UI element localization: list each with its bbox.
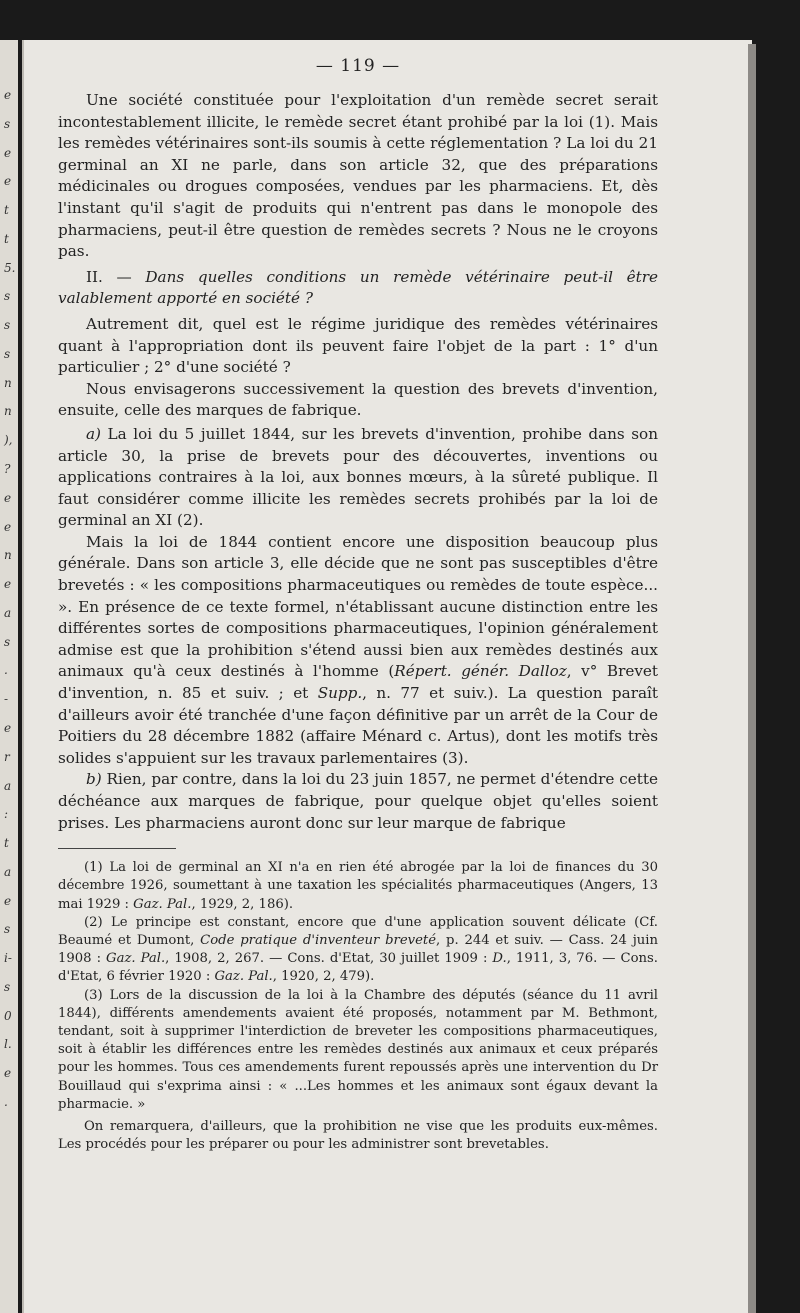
margin-letter: a — [4, 778, 12, 793]
footnote-2: (2) Le principe est constant, encore que d'une application souvent délicate (Cf. Beaumé et Dumont, Code pratique d'inventeur breveté, p. 244 et suiv. — Cass. 24 juin 1908 : Gaz. Pal., 1908, 2, 267. — Cons. d'Etat, 30 juillet 1909 : D., 1911, 3, 76. — Cons. d'Etat, 6 février 1920 : Gaz. Pal., 1920, 2, 479). — [58, 914, 658, 985]
margin-letter: n — [4, 404, 12, 419]
main-text — [58, 90, 658, 834]
margin-letter: e — [4, 720, 12, 735]
margin-letter: t — [4, 231, 9, 246]
margin-letter: e — [4, 174, 12, 189]
margin-letter: s — [4, 318, 11, 333]
margin-letter: e — [4, 1066, 12, 1081]
paragraph-4: Nous envisagerons successivement la question des brevets d'invention, ensuite, celle des marques de fabrique. — [58, 379, 658, 420]
margin-letter: i- — [4, 951, 12, 966]
margin-letter: e — [4, 577, 12, 592]
margin-letter: 0 — [4, 1008, 12, 1023]
margin-letter: s — [4, 346, 11, 361]
margin-letter: : — [4, 807, 9, 822]
margin-letter: e — [4, 519, 12, 534]
margin-letter: s — [4, 979, 11, 994]
margin-letter: ), — [4, 433, 13, 448]
margin-letter: s — [4, 634, 11, 649]
paragraph-1: Une société constituée pour l'exploitation d'un remède secret serait incontestablement illicite, le remède secret étant prohibé par la loi (1). Mais les remèdes vétérinaires sont-ils soumis à cette réglementation ? La loi du 21 germinal an XI ne parle, dans son article 32, que des préparations médicinales ou drogues composées, vendues par les pharmaciens. Et, dès l'instant qu'il s'agit de produits qui n'entrent pas dans le monopole des pharmaciens, peut-il être question de remèdes secrets ? Nous ne le croyons pas. — [58, 91, 658, 261]
margin-letter: a — [4, 605, 12, 620]
margin-letter: . — [4, 1095, 8, 1109]
margin-letter: l. — [4, 1037, 12, 1052]
margin-letter: e — [4, 893, 12, 908]
margin-letter: e — [4, 490, 12, 505]
margin-letter: - — [4, 692, 9, 707]
footnotes — [58, 859, 658, 1154]
margin-letter: a — [4, 864, 12, 879]
paragraph-a: a) La loi du 5 juillet 1844, sur les brevets d'invention, prohibe dans son article 30, la prise de brevets pour des découvertes, inventions ou applications contraires à la loi, aux bonnes mœurs, à la sûreté publique. Il faut considérer comme illicite les remèdes secrets prohibés par la loi de germinal an XI (2). — [58, 424, 658, 530]
margin-letter: s — [4, 922, 11, 937]
paragraph-b: b) Rien, par contre, dans la loi du 23 juin 1857, ne permet d'étendre cette déchéance aux marques de fabrique, pour quelque objet qu'elles soient prises. Les pharmaciens auront donc sur leur marque de fabrique — [58, 770, 658, 832]
paragraph-6: Mais la loi de 1844 contient encore une disposition beaucoup plus générale. Dans son article 3, elle décide que ne sont pas susceptibles d'être brevetés : « les compositions pharmaceutiques ou remèdes de toute espèce... ». En présence de ce texte formel, n'établissant aucune distinction entre les différentes sortes de compositions pharmaceutiques, l'opinion généralement admise est que la prohibition s'étend aussi bien aux remèdes destinés aux animaux qu'à ceux destinés à l'homme (Répert. génér. Dalloz, v° Brevet d'invention, n. 85 et suiv. ; et Supp., n. 77 et suiv.). La question paraît d'ailleurs avoir été tranchée d'une façon définitive par un arrêt de la Cour de Poitiers du 28 décembre 1882 (affaire Ménard c. Artus), dont les motifs très solides s'appuient sur les travaux parlementaires (3). — [58, 532, 658, 767]
page-edge-shadow — [748, 44, 756, 1313]
margin-letter: . — [4, 663, 8, 678]
adjacent-page-strip — [0, 40, 18, 1313]
margin-letter: n — [4, 375, 12, 390]
page-number: — 119 — — [315, 56, 401, 76]
footnote-rule — [58, 848, 176, 849]
margin-letter: 5. — [4, 260, 16, 275]
paragraph-3: Autrement dit, quel est le régime juridique des remèdes vétérinaires quant à l'appropriation dont ils peuvent faire l'objet de la part : 1° d'un particulier ; 2° d'une société ? — [58, 314, 658, 377]
margin-letter: t — [4, 203, 9, 218]
margin-letter: t — [4, 836, 9, 851]
margin-letter: e — [4, 88, 12, 102]
footnote-1: (1) La loi de germinal an XI n'a en rien été abrogée par la loi de finances du 30 décembre 1926, soumettant à une taxation les spécialités pharmaceutiques (Angers, 13 mai 1929 : Gaz. Pal., 1929, 2, 186). — [58, 860, 658, 912]
margin-letter: ? — [4, 462, 11, 477]
section-heading-ii: II. — Dans quelles conditions un remède vétérinaire peut-il être valablement apporté en société ? — [58, 267, 659, 308]
margin-letter: e — [4, 145, 12, 160]
margin-letter: s — [4, 289, 11, 304]
margin-letter: s — [4, 116, 11, 131]
margin-letter: n — [4, 548, 12, 563]
footnote-addendum: On remarquera, d'ailleurs, que la prohibition ne vise que les produits eux-mêmes. Les procédés pour les préparer ou pour les administrer sont brevetables. — [58, 1119, 658, 1153]
page-content — [58, 56, 658, 1154]
footnote-3: (3) Lors de la discussion de la loi à la Chambre des députés (séance du 11 avril 1844), différents amendements avaient été proposés, notamment par M. Bethmont, tendant, soit à supprimer l'interdiction de breveter les compositions pharmaceutiques, soit à établir les différences entre les remèdes destinés aux animaux et ceux préparés pour les hommes. Tous ces amendements furent repoussés après une intervention du Dr Bouillaud qui s'exprima ainsi : « ...Les hommes et les animaux sont égaux devant la pharmacie. » — [58, 987, 658, 1112]
margin-letter: r — [4, 749, 10, 764]
